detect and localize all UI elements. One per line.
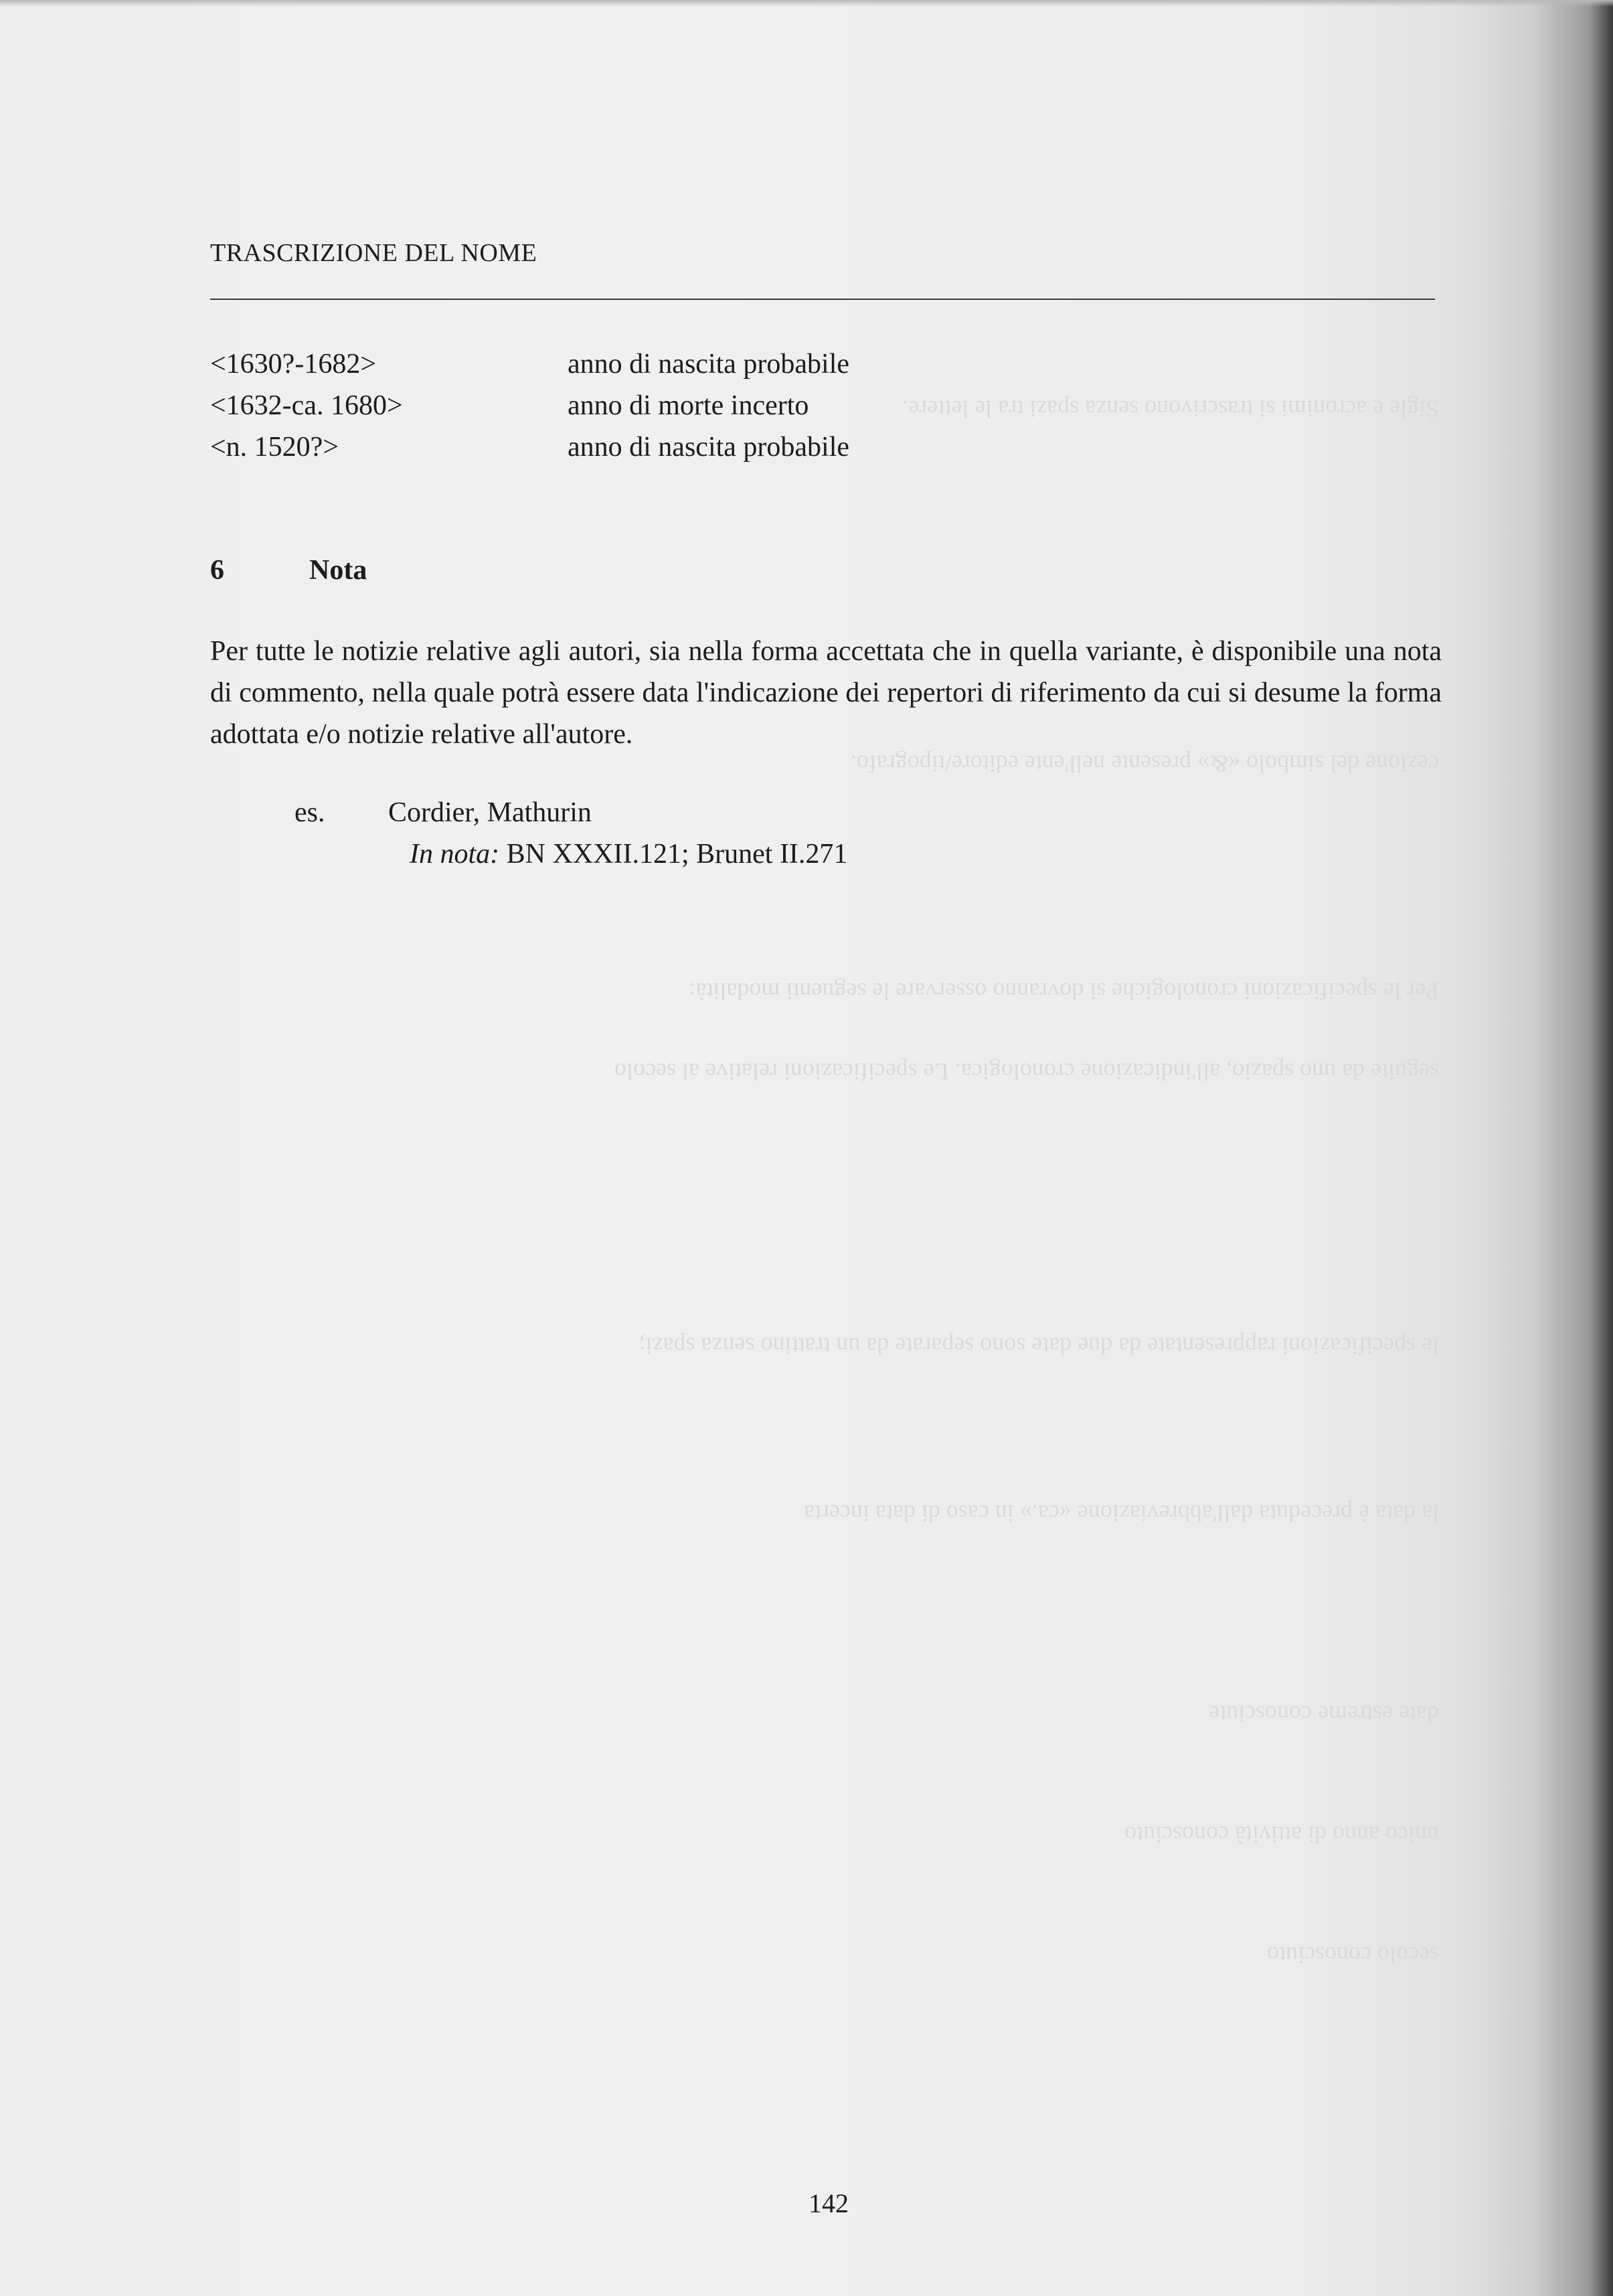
- running-header: TRASCRIZIONE DEL NOME: [210, 239, 537, 267]
- date-code: <1632-ca. 1680>: [210, 390, 403, 421]
- header-rule: [210, 299, 1435, 300]
- example-label: es.: [294, 797, 325, 828]
- note-label: In nota:: [410, 839, 500, 870]
- date-code: <1630?-1682>: [210, 349, 377, 380]
- date-description: anno di nascita probabile: [568, 432, 850, 463]
- note-references: BN XXXII.121; Brunet II.271: [499, 839, 848, 870]
- date-code: <n. 1520?>: [210, 432, 339, 463]
- date-description: anno di nascita probabile: [568, 349, 850, 380]
- scan-top-edge: [0, 0, 1613, 7]
- date-description: anno di morte incerto: [568, 390, 809, 421]
- section-body-paragraph: Per tutte le notizie relative agli autori, sia nella forma accettata che in quella variante, è disponibile una nota di commento, nella quale potrà essere data l'indicazione dei repertori di riferimento da cui si desume la forma adottata e/o notizie relative all'autore.: [210, 636, 1442, 750]
- example-note-line: [410, 838, 847, 870]
- section-number: 6: [210, 555, 224, 586]
- page-number: 142: [809, 2188, 849, 2218]
- section-title: Nota: [309, 555, 367, 586]
- example-author-name: Cordier, Mathurin: [388, 797, 592, 828]
